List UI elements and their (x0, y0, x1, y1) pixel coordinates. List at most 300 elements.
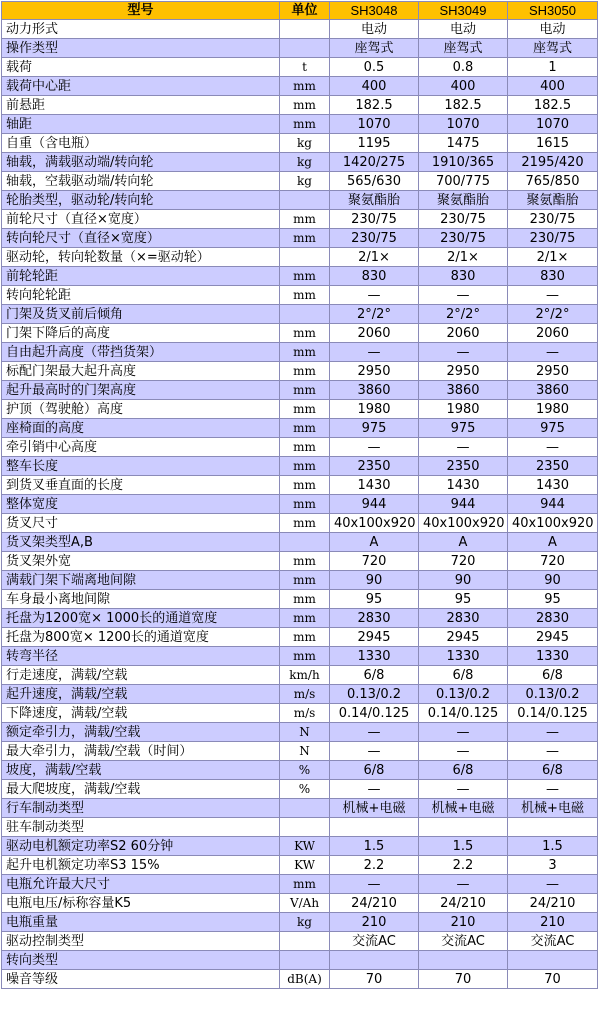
row-value: 座驾式 (419, 39, 508, 58)
row-value: 90 (330, 571, 419, 590)
row-label: 电瓶电压/标称容量K5 (2, 894, 280, 913)
row-value: 182.5 (330, 96, 419, 115)
row-value: 2°/2° (330, 305, 419, 324)
row-label: 起升电机额定功率S3 15% (2, 856, 280, 875)
table-row (2, 913, 598, 932)
row-label: 载荷中心距 (2, 77, 280, 96)
table-row (2, 286, 598, 305)
row-unit: mm (280, 362, 330, 381)
row-value: 1430 (508, 476, 598, 495)
row-label: 下降速度，满载/空载 (2, 704, 280, 723)
row-label: 行车制动类型 (2, 799, 280, 818)
row-value: 聚氨酯胎 (330, 191, 419, 210)
row-label: 最大牵引力，满载/空载（时间） (2, 742, 280, 761)
row-value: 2°/2° (419, 305, 508, 324)
row-value: 座驾式 (330, 39, 419, 58)
row-label: 满载门架下端离地间隙 (2, 571, 280, 590)
row-value: 830 (419, 267, 508, 286)
table-row (2, 324, 598, 343)
table-row (2, 495, 598, 514)
row-value: 1430 (419, 476, 508, 495)
table-row (2, 666, 598, 685)
row-label: 自重（含电瓶） (2, 134, 280, 153)
row-value: 1070 (419, 115, 508, 134)
row-value: — (330, 875, 419, 894)
row-label: 座椅面的高度 (2, 419, 280, 438)
row-value: 座驾式 (508, 39, 598, 58)
row-unit: % (280, 780, 330, 799)
row-unit: mm (280, 343, 330, 362)
row-value: 2.2 (419, 856, 508, 875)
header-model-sh3049: SH3049 (419, 2, 508, 20)
row-value (508, 818, 598, 837)
row-unit (280, 818, 330, 837)
row-value: 1420/275 (330, 153, 419, 172)
row-label: 电瓶重量 (2, 913, 280, 932)
row-unit: mm (280, 438, 330, 457)
table-row (2, 856, 598, 875)
row-value: 0.14/0.125 (330, 704, 419, 723)
row-value: — (508, 742, 598, 761)
table-row (2, 362, 598, 381)
row-label: 自由起升高度（带挡货架） (2, 343, 280, 362)
row-value: 1910/365 (419, 153, 508, 172)
row-value (508, 951, 598, 970)
row-value: 2/1× (419, 248, 508, 267)
row-unit: N (280, 723, 330, 742)
row-value: — (419, 723, 508, 742)
row-value: 0.14/0.125 (508, 704, 598, 723)
table-row (2, 96, 598, 115)
row-unit: mm (280, 647, 330, 666)
row-label: 转弯半径 (2, 647, 280, 666)
table-row (2, 647, 598, 666)
row-value: 6/8 (330, 666, 419, 685)
row-label: 额定牵引力，满载/空载 (2, 723, 280, 742)
table-row (2, 533, 598, 552)
row-value: 40x100x920 (508, 514, 598, 533)
row-value: 1330 (508, 647, 598, 666)
row-value: 2195/420 (508, 153, 598, 172)
table-row (2, 818, 598, 837)
row-unit: N (280, 742, 330, 761)
row-value: 765/850 (508, 172, 598, 191)
table-row (2, 39, 598, 58)
row-value: 2/1× (508, 248, 598, 267)
row-value: 聚氨酯胎 (419, 191, 508, 210)
table-row (2, 134, 598, 153)
row-value: — (330, 780, 419, 799)
row-value: 聚氨酯胎 (508, 191, 598, 210)
row-label: 驱动电机额定功率S2 60分钟 (2, 837, 280, 856)
table-row (2, 970, 598, 989)
row-label: 货叉架外宽 (2, 552, 280, 571)
table-row (2, 191, 598, 210)
row-label: 驱动控制类型 (2, 932, 280, 951)
row-value: 1330 (419, 647, 508, 666)
table-row (2, 799, 598, 818)
row-value: 电动 (330, 20, 419, 39)
row-label: 起升最高时的门架高度 (2, 381, 280, 400)
table-row (2, 20, 598, 39)
row-unit: mm (280, 495, 330, 514)
row-label: 坡度，满载/空载 (2, 761, 280, 780)
row-unit: mm (280, 875, 330, 894)
row-value: 95 (508, 590, 598, 609)
row-unit: mm (280, 590, 330, 609)
row-value: — (508, 343, 598, 362)
row-value: 0.13/0.2 (419, 685, 508, 704)
row-value: 2945 (330, 628, 419, 647)
row-value: — (419, 875, 508, 894)
row-value: 1195 (330, 134, 419, 153)
row-unit: kg (280, 172, 330, 191)
table-row (2, 875, 598, 894)
row-unit (280, 951, 330, 970)
row-label: 最大爬坡度，满载/空载 (2, 780, 280, 799)
row-value: 230/75 (419, 229, 508, 248)
row-value: 交流AC (330, 932, 419, 951)
row-value: 210 (508, 913, 598, 932)
row-unit: KW (280, 856, 330, 875)
row-value: 700/775 (419, 172, 508, 191)
row-value: 210 (330, 913, 419, 932)
row-value: 230/75 (508, 229, 598, 248)
header-model-label: 型号 (2, 2, 280, 20)
row-unit: kg (280, 134, 330, 153)
row-value: 2830 (419, 609, 508, 628)
row-unit: mm (280, 400, 330, 419)
row-value: 2060 (508, 324, 598, 343)
row-value: 565/630 (330, 172, 419, 191)
row-label: 载荷 (2, 58, 280, 77)
row-value: 70 (330, 970, 419, 989)
row-value (330, 951, 419, 970)
row-value: 944 (508, 495, 598, 514)
row-value: 3 (508, 856, 598, 875)
row-value: 6/8 (330, 761, 419, 780)
row-unit: m/s (280, 685, 330, 704)
row-value: 2350 (419, 457, 508, 476)
row-label: 货叉尺寸 (2, 514, 280, 533)
row-value: — (419, 438, 508, 457)
row-value: 6/8 (419, 761, 508, 780)
row-value: 0.13/0.2 (508, 685, 598, 704)
row-value: 交流AC (419, 932, 508, 951)
row-label: 电瓶允许最大尺寸 (2, 875, 280, 894)
table-row (2, 153, 598, 172)
row-value: 1.5 (419, 837, 508, 856)
table-row (2, 837, 598, 856)
row-value: 3860 (508, 381, 598, 400)
header-unit-label: 单位 (280, 2, 330, 20)
row-value: — (508, 723, 598, 742)
row-unit: mm (280, 96, 330, 115)
table-row (2, 267, 598, 286)
row-value: 400 (419, 77, 508, 96)
header-model-sh3048: SH3048 (330, 2, 419, 20)
table-row (2, 58, 598, 77)
row-value: — (330, 343, 419, 362)
row-value: — (508, 875, 598, 894)
row-label: 转向轮尺寸（直径×宽度） (2, 229, 280, 248)
row-value: 70 (508, 970, 598, 989)
row-unit: V/Ah (280, 894, 330, 913)
row-value: 1 (508, 58, 598, 77)
row-value: — (419, 780, 508, 799)
row-label: 整体宽度 (2, 495, 280, 514)
row-value: 1475 (419, 134, 508, 153)
row-label: 噪音等级 (2, 970, 280, 989)
row-unit: mm (280, 77, 330, 96)
row-value: — (508, 780, 598, 799)
table-row (2, 628, 598, 647)
row-unit: mm (280, 628, 330, 647)
row-value: 24/210 (508, 894, 598, 913)
row-unit (280, 533, 330, 552)
row-value: 2350 (330, 457, 419, 476)
row-value: 95 (330, 590, 419, 609)
row-value: 2060 (419, 324, 508, 343)
table-row (2, 609, 598, 628)
row-label: 驻车制动类型 (2, 818, 280, 837)
row-label: 护顶（驾驶舱）高度 (2, 400, 280, 419)
row-value: — (508, 438, 598, 457)
row-label: 前轮尺寸（直径×宽度） (2, 210, 280, 229)
row-value: 1615 (508, 134, 598, 153)
row-unit: mm (280, 457, 330, 476)
table-row (2, 780, 598, 799)
table-row (2, 704, 598, 723)
row-label: 转向类型 (2, 951, 280, 970)
table-row (2, 229, 598, 248)
row-value: 2350 (508, 457, 598, 476)
row-value: — (419, 742, 508, 761)
row-label: 车身最小离地间隙 (2, 590, 280, 609)
row-value: 975 (508, 419, 598, 438)
table-row (2, 894, 598, 913)
table-row (2, 514, 598, 533)
header-model-sh3050: SH3050 (508, 2, 598, 20)
row-label: 门架及货叉前后倾角 (2, 305, 280, 324)
row-value: — (330, 742, 419, 761)
row-unit: mm (280, 115, 330, 134)
row-value: 6/8 (508, 666, 598, 685)
row-unit: kg (280, 913, 330, 932)
table-row (2, 571, 598, 590)
row-unit: mm (280, 552, 330, 571)
row-value: 2/1× (330, 248, 419, 267)
row-unit: % (280, 761, 330, 780)
row-value: — (508, 286, 598, 305)
row-value: 电动 (508, 20, 598, 39)
row-value: 2.2 (330, 856, 419, 875)
row-value: 0.5 (330, 58, 419, 77)
row-value: — (330, 723, 419, 742)
table-row (2, 590, 598, 609)
row-value: 电动 (419, 20, 508, 39)
row-label: 门架下降后的高度 (2, 324, 280, 343)
row-value: 24/210 (330, 894, 419, 913)
row-value: 1330 (330, 647, 419, 666)
row-value: A (419, 533, 508, 552)
row-value: 400 (330, 77, 419, 96)
row-value: A (508, 533, 598, 552)
row-label: 起升速度，满载/空载 (2, 685, 280, 704)
row-value: 944 (419, 495, 508, 514)
row-value: A (330, 533, 419, 552)
row-value: 95 (419, 590, 508, 609)
row-unit: m/s (280, 704, 330, 723)
row-value: 182.5 (508, 96, 598, 115)
row-value: 24/210 (419, 894, 508, 913)
spec-table (1, 1, 598, 989)
row-value: 230/75 (330, 210, 419, 229)
table-row (2, 552, 598, 571)
row-unit: mm (280, 476, 330, 495)
row-label: 牵引销中心高度 (2, 438, 280, 457)
row-label: 整车长度 (2, 457, 280, 476)
row-value (419, 951, 508, 970)
row-label: 动力形式 (2, 20, 280, 39)
row-value: 机械+电磁 (419, 799, 508, 818)
row-value: 2950 (419, 362, 508, 381)
row-label: 操作类型 (2, 39, 280, 58)
row-value: 90 (508, 571, 598, 590)
row-unit: KW (280, 837, 330, 856)
row-value: — (330, 438, 419, 457)
row-value: — (419, 343, 508, 362)
row-value: 975 (419, 419, 508, 438)
row-value: 机械+电磁 (508, 799, 598, 818)
row-label: 托盘为1200宽× 1000长的通道宽度 (2, 609, 280, 628)
row-label: 前轮轮距 (2, 267, 280, 286)
row-unit: mm (280, 571, 330, 590)
row-label: 驱动轮，转向轮数量（×=驱动轮） (2, 248, 280, 267)
row-unit: km/h (280, 666, 330, 685)
row-unit: mm (280, 381, 330, 400)
row-unit (280, 932, 330, 951)
row-unit: mm (280, 324, 330, 343)
table-row (2, 248, 598, 267)
row-value: 2950 (330, 362, 419, 381)
table-row (2, 172, 598, 191)
row-value: 830 (508, 267, 598, 286)
table-row (2, 457, 598, 476)
row-label: 行走速度，满载/空载 (2, 666, 280, 685)
row-value: 2945 (419, 628, 508, 647)
row-value: 720 (330, 552, 419, 571)
row-unit (280, 39, 330, 58)
row-label: 轴距 (2, 115, 280, 134)
row-unit: mm (280, 419, 330, 438)
row-value: 182.5 (419, 96, 508, 115)
table-row (2, 210, 598, 229)
row-label: 前悬距 (2, 96, 280, 115)
table-row (2, 723, 598, 742)
row-unit: t (280, 58, 330, 77)
row-label: 轴载，空载驱动端/转向轮 (2, 172, 280, 191)
table-row (2, 685, 598, 704)
row-unit (280, 20, 330, 39)
table-row (2, 343, 598, 362)
row-unit: mm (280, 229, 330, 248)
row-label: 托盘为800宽× 1200长的通道宽度 (2, 628, 280, 647)
row-value: 0.14/0.125 (419, 704, 508, 723)
row-value: 1.5 (330, 837, 419, 856)
row-value: 40x100x920 (419, 514, 508, 533)
row-value: 1070 (330, 115, 419, 134)
row-value: — (330, 286, 419, 305)
row-label: 到货叉垂直面的长度 (2, 476, 280, 495)
row-value: 机械+电磁 (330, 799, 419, 818)
row-value: 230/75 (419, 210, 508, 229)
row-label: 转向轮轮距 (2, 286, 280, 305)
header-row (2, 2, 598, 20)
row-label: 货叉架类型A,B (2, 533, 280, 552)
row-value: 0.13/0.2 (330, 685, 419, 704)
row-value: 944 (330, 495, 419, 514)
row-value: 6/8 (508, 761, 598, 780)
table-row (2, 932, 598, 951)
row-value: 230/75 (330, 229, 419, 248)
row-unit: mm (280, 514, 330, 533)
row-value: 0.8 (419, 58, 508, 77)
table-row (2, 419, 598, 438)
row-value: — (419, 286, 508, 305)
row-value: 2830 (330, 609, 419, 628)
table-row (2, 381, 598, 400)
row-unit: dB(A) (280, 970, 330, 989)
table-row (2, 305, 598, 324)
row-unit: mm (280, 210, 330, 229)
row-value: 400 (508, 77, 598, 96)
table-row (2, 761, 598, 780)
row-value: 70 (419, 970, 508, 989)
row-unit (280, 191, 330, 210)
table-row (2, 77, 598, 96)
table-row (2, 951, 598, 970)
row-value: 830 (330, 267, 419, 286)
row-value (330, 818, 419, 837)
row-unit: kg (280, 153, 330, 172)
row-label: 轴载，满载驱动端/转向轮 (2, 153, 280, 172)
row-unit (280, 248, 330, 267)
row-value: 1980 (330, 400, 419, 419)
row-value: 1.5 (508, 837, 598, 856)
row-value: 90 (419, 571, 508, 590)
row-unit: mm (280, 286, 330, 305)
row-value: 3860 (330, 381, 419, 400)
row-value: 40x100x920 (330, 514, 419, 533)
row-value: 2945 (508, 628, 598, 647)
row-value: 交流AC (508, 932, 598, 951)
row-value: 720 (419, 552, 508, 571)
row-value: 3860 (419, 381, 508, 400)
row-unit: mm (280, 267, 330, 286)
table-row (2, 438, 598, 457)
row-value: 230/75 (508, 210, 598, 229)
row-label: 标配门架最大起升高度 (2, 362, 280, 381)
table-row (2, 115, 598, 134)
row-value: 2950 (508, 362, 598, 381)
row-value: 1980 (508, 400, 598, 419)
row-value: 1980 (419, 400, 508, 419)
row-value: 975 (330, 419, 419, 438)
table-row (2, 476, 598, 495)
row-value: 2060 (330, 324, 419, 343)
row-value: 720 (508, 552, 598, 571)
